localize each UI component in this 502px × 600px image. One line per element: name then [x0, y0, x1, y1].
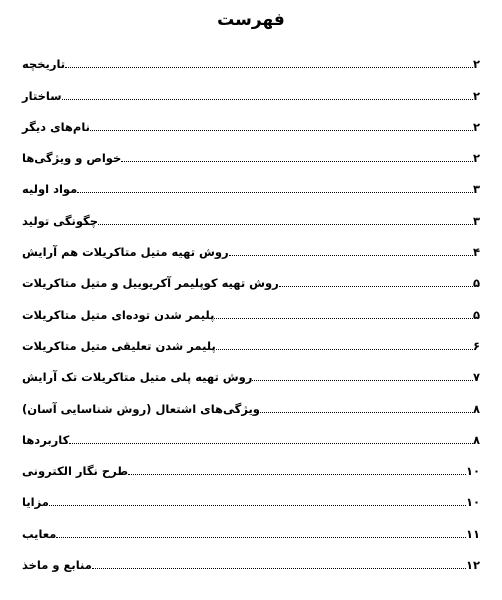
toc-entry: [20, 449, 482, 480]
toc-dot-leader: [62, 99, 473, 100]
toc-dot-leader: [279, 286, 473, 287]
toc-entry-label: چگونگی تولید: [22, 213, 99, 228]
toc-dot-leader: [214, 318, 473, 319]
toc-dot-leader: [260, 412, 473, 413]
toc-entry-label: نام‌های دیگر: [22, 119, 90, 134]
toc-dot-leader: [49, 505, 466, 506]
toc-entry-page: ۲: [472, 151, 480, 166]
toc-dot-leader: [90, 130, 473, 131]
toc-entry: [20, 105, 482, 136]
toc-dot-leader: [98, 224, 473, 225]
toc-entry-label: خواص و ویژگی‌ها: [22, 151, 122, 166]
toc-list: [20, 42, 482, 574]
toc-entry-label: روش تهیه کوپلیمر آکریوییل و متیل متاکریلات: [22, 276, 279, 291]
toc-entry: [20, 167, 482, 198]
toc-entry: [20, 543, 482, 574]
toc-entry: [20, 136, 482, 167]
toc-dot-leader: [77, 192, 473, 193]
toc-entry-label: پلیمر شدن توده‌ای متیل متاکریلات: [22, 307, 215, 322]
toc-entry-label: کاربردها: [22, 432, 70, 447]
toc-entry: [20, 324, 482, 355]
toc-entry-page: ۱۱: [465, 526, 480, 541]
toc-entry-page: ۳: [472, 213, 480, 228]
toc-entry-page: ۸: [472, 432, 480, 447]
toc-entry: [20, 355, 482, 386]
toc-dot-leader: [65, 67, 473, 68]
toc-entry-label: منابع و ماخذ: [22, 558, 92, 573]
toc-entry-label: روش تهیه پلی متیل متاکریلات تک آرایش: [22, 370, 253, 385]
toc-entry-page: ۱۲: [465, 558, 480, 573]
toc-entry: [20, 198, 482, 229]
toc-dot-leader: [229, 255, 473, 256]
toc-entry: [20, 480, 482, 511]
toc-entry-page: ۲: [472, 88, 480, 103]
toc-entry-page: ۱۰: [465, 495, 480, 510]
toc-entry-label: روش تهیه متیل متاکریلات هم آرایش: [22, 245, 229, 260]
toc-entry: [20, 386, 482, 417]
toc-entry: [20, 292, 482, 323]
toc-entry: [20, 261, 482, 292]
toc-entry-label: ساختار: [22, 88, 62, 103]
toc-entry-page: ۳: [472, 182, 480, 197]
toc-entry-page: ۲: [472, 57, 480, 72]
toc-entry-label: تاریخچه: [22, 57, 66, 72]
toc-entry: [20, 42, 482, 73]
toc-entry-page: ۱۰: [465, 464, 480, 479]
toc-entry: [20, 73, 482, 104]
toc-entry-label: مواد اولیه: [22, 182, 78, 197]
toc-title: فهرست: [217, 10, 285, 30]
toc-entry-page: ۷: [472, 370, 480, 385]
toc-entry-label: ویژگی‌های اشتعال (روش شناسایی آسان): [22, 401, 260, 416]
toc-entry-page: ۲: [472, 119, 480, 134]
toc-entry: [20, 418, 482, 449]
toc-dot-leader: [56, 537, 466, 538]
toc-entry-page: ۶: [472, 338, 480, 353]
toc-entry-label: طرح نگار الکترونی: [22, 464, 129, 479]
toc-entry-page: ۵: [472, 276, 480, 291]
toc-entry-page: ۴: [472, 245, 480, 260]
toc-entry: [20, 511, 482, 542]
toc-entry-label: مزایا: [22, 495, 49, 510]
toc-dot-leader: [128, 474, 466, 475]
toc-dot-leader: [216, 349, 473, 350]
toc-entry-page: ۸: [472, 401, 480, 416]
toc-entry-label: پلیمر شدن تعلیقی متیل متاکریلات: [22, 338, 216, 353]
toc-dot-leader: [69, 443, 473, 444]
toc-entry-page: ۵: [472, 307, 480, 322]
toc-dot-leader: [252, 380, 473, 381]
toc-dot-leader: [92, 568, 466, 569]
toc-entry: [20, 230, 482, 261]
toc-dot-leader: [121, 161, 473, 162]
toc-entry-label: معایب: [22, 526, 57, 541]
